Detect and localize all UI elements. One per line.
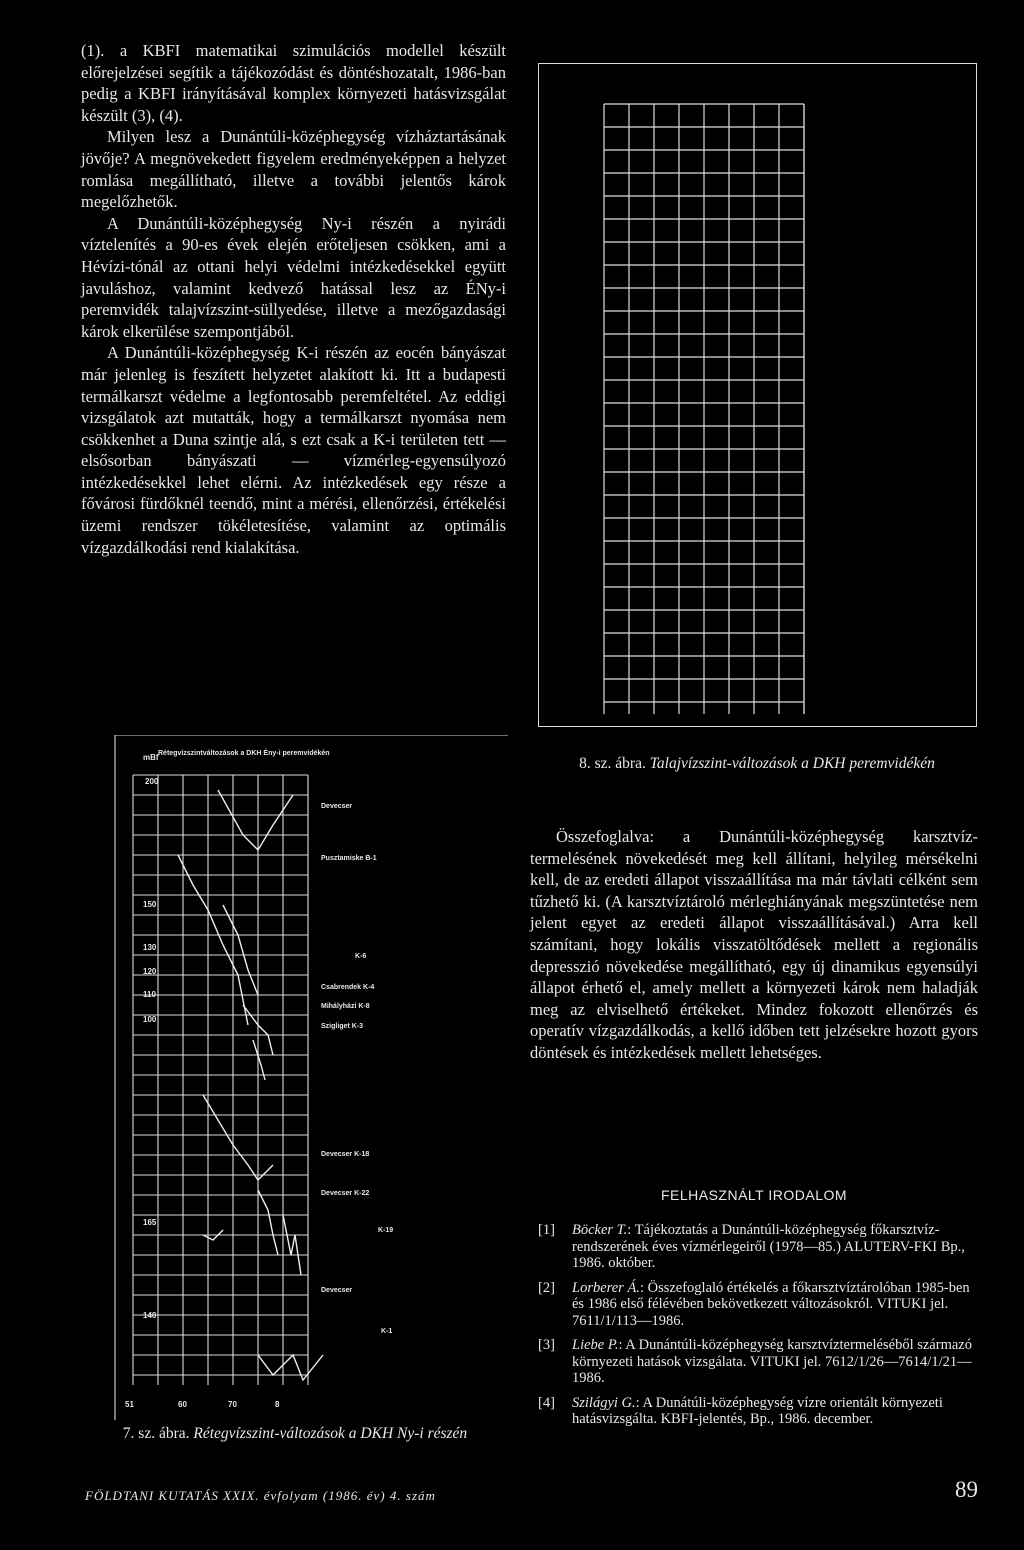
reference-item bbox=[538, 1280, 978, 1330]
left-text-column bbox=[81, 40, 506, 558]
fig7-y-200: 200 bbox=[145, 777, 159, 786]
curve-3 bbox=[223, 905, 258, 995]
paragraph-2: Milyen lesz a Dunántúli-középhegység vízháztartásának jövője? A megnövekedett figyelem eredményeképpen a helyzet romlása megállítható, illetve a további jelentős károk megelőzhetők. bbox=[81, 127, 506, 212]
curve-1 bbox=[218, 790, 293, 850]
reference-text: : A Dunátúli-középhegység vízre orientált környezeti hatásvizsgálta. KBFI-jelentés, Bp., 1986. december. bbox=[572, 1394, 943, 1427]
paragraph-3: A Dunántúli-középhegység Ny-i részén a nyirádi víztelenítés a 90-es évek elején erőteljesen csökken, ami a Hévízi-tónál az ottani helyi védelmi intézkedésekkel együtt javuláshoz, valamint kedvező hatással lesz az ÉNy-i peremvidék talajvízszint-süllyedése, illetve a mezőgazdasági károk elkerülése szempontjából. bbox=[81, 213, 506, 341]
reference-author: Liebe P. bbox=[572, 1337, 619, 1353]
figure-8-graph bbox=[538, 63, 977, 727]
fig7-y-140: 140 bbox=[143, 1311, 157, 1320]
figure-7-caption bbox=[82, 1424, 508, 1443]
figure-7-svg bbox=[83, 735, 508, 1420]
fig7-header: Rétegvízszintváltozások a DKH Ény-i peremvidékén bbox=[158, 750, 330, 757]
fig7-station-6: Szigliget K-3 bbox=[321, 1023, 364, 1030]
reference-author: Szilágyi G. bbox=[572, 1394, 636, 1411]
fig7-station-7: Devecser K-18 bbox=[321, 1151, 370, 1158]
reference-author: Lorberer Á. bbox=[572, 1279, 640, 1296]
curve-5 bbox=[253, 1040, 265, 1080]
reference-number: [1] bbox=[538, 1222, 555, 1238]
right-text-column bbox=[530, 826, 978, 1064]
reference-item bbox=[538, 1222, 978, 1272]
fig7-x-8: 8 bbox=[275, 1400, 280, 1409]
fig7-station-4: Csabrendek K-4 bbox=[321, 984, 375, 991]
fig7-x-60: 60 bbox=[178, 1400, 187, 1409]
reference-number: [4] bbox=[538, 1394, 555, 1411]
fig7-station-5: Mihályházi K-8 bbox=[321, 1003, 370, 1010]
curve-7 bbox=[258, 1190, 278, 1255]
paragraph-1: (1). a KBFI matematikai szimulációs modellel készült előrejelzései segítik a tájékozódást és döntéshozatalt, 1986-ban pedig a KBFI irányításával komplex környezeti hatásvizsgálat készült (3), (4). bbox=[81, 41, 506, 125]
curve-10 bbox=[258, 1355, 323, 1380]
reference-author: Böcker T. bbox=[572, 1222, 628, 1238]
fig7-x-70: 70 bbox=[228, 1400, 237, 1409]
fig7-station-11: K-1 bbox=[381, 1328, 393, 1335]
figure-7-graph bbox=[83, 735, 508, 1420]
curve-6 bbox=[203, 1095, 273, 1180]
fig7-station-8: Devecser K-22 bbox=[321, 1190, 370, 1197]
references-list bbox=[538, 1222, 978, 1436]
reference-number: [2] bbox=[538, 1279, 555, 1296]
fig7-station-10: Devecser bbox=[321, 1287, 353, 1294]
fig7-y-100: 100 bbox=[143, 1015, 157, 1024]
figure-8-caption-title: Talajvízszint-változások a DKH peremvidékén bbox=[649, 755, 935, 772]
fig7-x-51: 51 bbox=[125, 1400, 134, 1409]
fig7-y-120: 120 bbox=[143, 967, 157, 976]
fig7-y-110: 110 bbox=[143, 990, 156, 999]
curve-8 bbox=[283, 1215, 301, 1275]
fig7-y-130: 130 bbox=[143, 943, 157, 952]
figure-7-caption-title: Rétegvízszint-változások a DKH Ny-i részén bbox=[193, 1425, 468, 1442]
fig7-station-1: Devecser bbox=[321, 803, 353, 810]
summary-paragraph: Összefoglalva: a Dunántúli-középhegység karsztvíz-termelésének növekedését meg kell állítani, helyileg mérsékelni kell, de az eredeti állapot visszaállítása ma már távlati célként sem tűzhető ki. (A karsztvíztároló mérleghiányának megszüntetése nem jelent egyet az eredeti állapot visszaállításával.) Arra kell számítani, hogy lokális visszatöltődések mellett a regionális depresszió növekedése megállítható, egy új dinamikus egyensúlyi állapot érhető el, amely mellett a környezeti károk nem haladják meg az elviselhető értékeket. Mindez fokozott ellenőrzés és operatív vízgazdálkodás, a kellő időben tett jelzésekre hozott gyors döntések és intézkedések mellett lehetséges. bbox=[530, 827, 978, 1062]
figure-7-caption-prefix: 7. sz. ábra. bbox=[122, 1425, 190, 1442]
fig7-y-150: 150 bbox=[143, 900, 157, 909]
figure-8-caption bbox=[532, 754, 982, 773]
fig7-station-2: Pusztamiske B-1 bbox=[321, 855, 377, 862]
journal-footer: FÖLDTANI KUTATÁS XXIX. évfolyam (1986. év) 4. szám bbox=[85, 1488, 436, 1503]
reference-number: [3] bbox=[538, 1337, 555, 1353]
curve-2 bbox=[178, 855, 248, 1025]
reference-text: : Összefoglaló értékelés a főkarsztvíztárolóban 1985-ben és 1986 első félévében bekövetkezett változásokról. VITUKI jel. 7611/1/113—1986. bbox=[572, 1279, 970, 1329]
reference-text: : A Dunántúli-középhegység karsztvíztermeléséből származó környezeti hatások vizsgálata. VITUKI jel. 7612/1/26—7614/1/21—1986. bbox=[572, 1337, 972, 1386]
references-heading: FELHASZNÁLT IRODALOM bbox=[660, 1187, 848, 1203]
figure-8-grid bbox=[539, 64, 976, 726]
reference-item bbox=[538, 1337, 978, 1387]
fig7-station-3: K-6 bbox=[355, 953, 367, 960]
paragraph-4: A Dunántúli-középhegység K-i részén az eocén bányászat már jelenleg is feszített helyzetet alakított ki. Itt a budapesti termálkarszt védelme a legfontosabb peremfeltétel. Az eddigi vizsgálatok azt mutatták, hogy a termálkarszt nyomása nem csökkenhet a Duna szintje alá, s ezt csak a K-i területen tett — elsősorban bányászati — vízmérleg-egyensúlyozó intézkedésekkel lehet elérni. Az intézkedések egy része a fővárosi fürdőknél teendő, mint a mérési, ellenőrzési, értékelési üzemi rendszer tökéletesítése, valamint az optimális vízgazdálkodási rend kialakítása. bbox=[81, 343, 506, 557]
reference-item bbox=[538, 1395, 978, 1428]
fig7-unit: mBf bbox=[143, 753, 159, 762]
fig7-station-9: K-19 bbox=[378, 1227, 394, 1234]
fig7-y-165: 165 bbox=[143, 1218, 157, 1227]
page-number: 89 bbox=[955, 1477, 978, 1502]
figure-8-caption-prefix: 8. sz. ábra. bbox=[579, 755, 646, 772]
reference-text: : Tájékoztatás a Dunántúli-középhegység főkarsztvíz-rendszerének éves vízmérlegeiről (1978—85.) ALUTERV-FKI Bp., 1986. október. bbox=[572, 1222, 965, 1271]
